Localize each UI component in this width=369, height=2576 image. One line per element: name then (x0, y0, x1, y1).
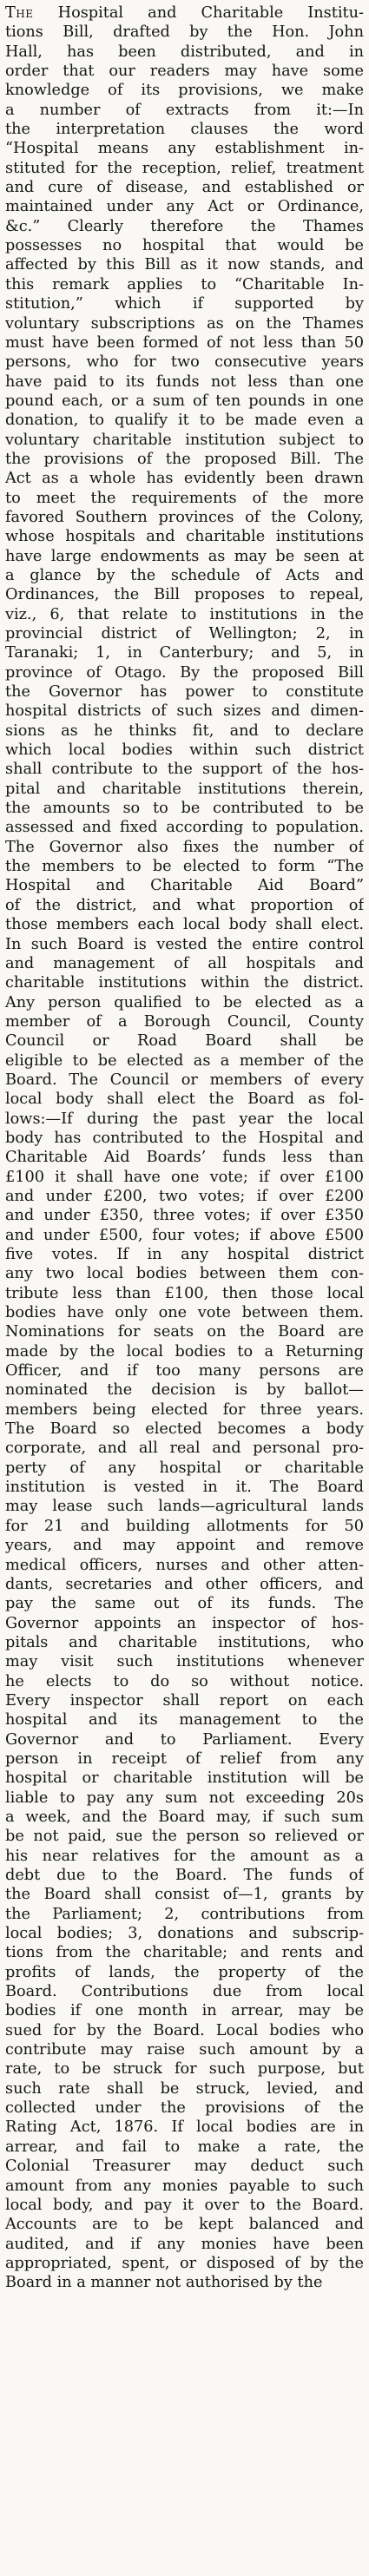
article-line (5, 1148, 364, 1167)
article-line (5, 450, 364, 469)
article-line (5, 2235, 364, 2254)
article-line (5, 605, 364, 624)
article-line (5, 876, 364, 895)
article-line-text: The Governor also fixes the number of (5, 838, 364, 856)
article-line-text: stituted for the reception, relief, treatment (5, 159, 364, 177)
article-line (5, 81, 364, 100)
article-line-text: medical officers, nurses and other atten- (5, 1556, 364, 1574)
article-line-text: contribute may raise such amount by a (5, 2041, 364, 2059)
article-line-text: £100 it shall have one vote; if over £100 (5, 1168, 364, 1186)
article-line (5, 1789, 364, 1808)
article-line (5, 392, 364, 411)
article-line (5, 1051, 364, 1071)
article-line-text: Council or Road Board shall be (5, 1032, 364, 1051)
article-line (5, 2254, 364, 2273)
article-line (5, 1439, 364, 1458)
article-line-text: Rating Act, 1876. If local bodies are in (5, 2118, 364, 2137)
article-line-text: such rate shall be struck, levied, and (5, 2079, 364, 2098)
article-line (5, 1808, 364, 1827)
article-line-text: debt due to the Board. The funds of (5, 1867, 364, 1884)
article-line (5, 973, 364, 992)
article-line (5, 1031, 364, 1051)
article-line (5, 2273, 364, 2292)
article-line (5, 120, 364, 139)
article-line (5, 489, 364, 508)
article-line-text: collected under the provisions of the (5, 2099, 364, 2118)
article-line (5, 838, 364, 857)
article-line-text: local body, and pay it over to the Board. (5, 2196, 364, 2214)
article-line (5, 547, 364, 566)
article-line-text: which local bodies within such district (5, 741, 364, 760)
article-line (5, 1226, 364, 1245)
article-line-text: hospital or charitable institution will be (5, 1769, 364, 1788)
article-line (5, 197, 364, 216)
article-line (5, 372, 364, 392)
article-line-text: and cure of disease, and established or (5, 179, 364, 197)
article-line (5, 1361, 364, 1380)
article-line-text: a week, and the Board may, if such sum (5, 1808, 364, 1826)
article-line-text: made by the local bodies to a Returning (5, 1342, 364, 1360)
article-line (5, 527, 364, 546)
article-line-text: pound each, or a sum of ten pounds in one (5, 392, 364, 410)
article-line (5, 1672, 364, 1691)
article-line-text: Ordinances, the Bill proposes to repeal, (5, 586, 364, 604)
article-line (5, 1905, 364, 1924)
article-line-text: voluntary charitable institution subject to (5, 431, 364, 449)
article-line-text: years, and may appoint and remove (5, 1537, 364, 1555)
article-line (5, 741, 364, 760)
article-line-text: In such Board is vested the entire control (5, 935, 364, 953)
article-line-text: the provisions of the proposed Bill. The (5, 450, 364, 468)
article-line (5, 1245, 364, 1264)
article-line-text: of the district, and what proportion of (5, 896, 364, 914)
article-line-text: stitution,” which if supported by (5, 295, 364, 313)
article-line-text: may visit such institutions whenever (5, 1653, 364, 1671)
article-line-text: the interpretation clauses the word (5, 121, 364, 139)
article-line (5, 1924, 364, 1943)
article-line-text: Accounts are to be kept balanced and (5, 2216, 364, 2234)
article-line (5, 1847, 364, 1866)
article-line-text: persons, who for two consecutive years (5, 353, 364, 372)
article-line (5, 585, 364, 604)
article-line-text: arrear, and fail to make a rate, the (5, 2138, 364, 2156)
article-line-text: affected by this Bill as it now stands, and (5, 256, 364, 274)
article-line-text: tions Bill, drafted by the Hon. John (5, 23, 364, 42)
article-line-text: Every inspector shall report on each (5, 1691, 364, 1710)
article-line (5, 62, 364, 81)
article-line (5, 294, 364, 313)
article-line (5, 624, 364, 643)
article-line-text: pital and charitable institutions therein, (5, 780, 364, 798)
article-line (5, 1342, 364, 1361)
article-line-text: a number of extracts from it:—In (5, 101, 364, 119)
article-line-text: knowledge of its provisions, we make (5, 82, 364, 100)
article-line (5, 2138, 364, 2157)
article-line (5, 333, 364, 352)
article-line-text: five votes. If in any hospital district (5, 1246, 364, 1263)
article-line-text: donation, to qualify it to be made even a (5, 412, 364, 430)
article-line (5, 314, 364, 333)
article-line (5, 1380, 364, 1400)
article-line (5, 818, 364, 837)
article-line-text: the Board shall consist of—1, grants by (5, 1886, 364, 1904)
article-line (5, 1885, 364, 1904)
article-line (5, 1071, 364, 1090)
article-line-text: assessed and fixed according to population. (5, 819, 364, 837)
article-line (5, 2215, 364, 2234)
article-line (5, 1963, 364, 1982)
article-line (5, 2021, 364, 2040)
article-line-text: tions from the charitable; and rents and (5, 1944, 364, 1962)
article-line-text: voluntary subscriptions as on the Thames (5, 314, 364, 333)
article-line (5, 896, 364, 915)
article-line-text: audited, and if any monies have been (5, 2235, 364, 2253)
article-line-text: appropriated, spent, or disposed of by the (5, 2254, 364, 2272)
article-line (5, 508, 364, 527)
article-line-text: any two local bodies between them con- (5, 1265, 364, 1283)
article-line-text: have large endowments as may be seen at (5, 547, 364, 565)
article-line-text: province of Otago. By the proposed Bill (5, 663, 364, 682)
article-line (5, 1749, 364, 1769)
article-line-text: and management of all hospitals and (5, 954, 364, 972)
article-line (5, 3, 364, 23)
article-line-text: must have been formed of not less than 50 (5, 333, 364, 352)
article-line (5, 1168, 364, 1187)
article-line (5, 2098, 364, 2118)
article-line (5, 682, 364, 702)
article-line (5, 1129, 364, 1148)
article-line (5, 1536, 364, 1555)
article-line-text: Governor and to Parliament. Every (5, 1730, 364, 1749)
article-line-text: and under £500, four votes; if above £500 (5, 1226, 364, 1244)
article-line-text: sued for by the Board. Local bodies who (5, 2021, 364, 2039)
article-line (5, 352, 364, 372)
article-line-text: Board in a manner not authorised by the (5, 2274, 323, 2292)
article-line-text: may lease such lands—agricultural lands (5, 1498, 364, 1516)
article-line (5, 469, 364, 488)
article-line (5, 1556, 364, 1575)
article-line (5, 275, 364, 294)
article-line (5, 1866, 364, 1885)
article-line (5, 1400, 364, 1420)
article-line-text: Taranaki; 1, in Canterbury; and 5, in (5, 644, 364, 662)
article-line-text: The Board so elected becomes a body (5, 1420, 364, 1439)
article-line (5, 139, 364, 158)
article-line (5, 1943, 364, 1962)
article-line (5, 43, 364, 62)
article-line-text: for 21 and building allotments for 50 (5, 1517, 364, 1535)
article-line-text: the amounts so to be contributed to be (5, 800, 364, 818)
article-line (5, 1652, 364, 1671)
article-line (5, 993, 364, 1012)
article-line (5, 1730, 364, 1749)
article-line-text: pitals and charitable institutions, who (5, 1633, 364, 1651)
article-line (5, 799, 364, 818)
article-line (5, 1012, 364, 1031)
article-line (5, 935, 364, 954)
article-line-text: members being elected for three years. (5, 1400, 364, 1419)
article-line (5, 2118, 364, 2137)
article-line-text: his near relatives for the amount as a (5, 1847, 364, 1865)
article-line-text: bodies have only one vote between them. (5, 1304, 364, 1322)
article-line (5, 2001, 364, 2020)
article-line-text: Officer, and if too many persons are (5, 1362, 364, 1380)
article-line-text: provincial district of Wellington; 2, in (5, 625, 364, 642)
article-line-text: have paid to its funds not less than one (5, 372, 364, 391)
article-line-text: order that our readers may have some (5, 63, 364, 81)
article-line (5, 780, 364, 799)
article-line (5, 255, 364, 274)
article-line-text: Board. The Council or members of every (5, 1071, 364, 1089)
article-line (5, 915, 364, 934)
article-line-text: whose hospitals and charitable institutions (5, 528, 364, 546)
article-line-text: liable to pay any sum not exceeding 20s (5, 1789, 364, 1807)
article-line (5, 1614, 364, 1633)
article-line (5, 431, 364, 450)
article-line-text: Hospital and Charitable Aid Board” (5, 877, 364, 895)
article-line (5, 1827, 364, 1846)
article-line (5, 721, 364, 741)
article-line-text: favored Southern provinces of the Colony, (5, 508, 364, 526)
article-line (5, 217, 364, 236)
article-line-text: he elects to do so without notice. (5, 1672, 364, 1690)
article-line-text: Any person qualified to be elected as a (5, 993, 364, 1011)
article-line (5, 643, 364, 662)
article-line-text: possesses no hospital that would be (5, 237, 364, 255)
article-line-text: nominated the decision is by ballot— (5, 1381, 364, 1400)
article-line (5, 1459, 364, 1478)
article-line (5, 2196, 364, 2215)
article-line-text: institution is vested in it. The Board (5, 1479, 364, 1497)
article-line (5, 1594, 364, 1613)
article-line (5, 236, 364, 255)
article-line (5, 663, 364, 682)
article-line-text: bodies if one month in arrear, may be (5, 2002, 364, 2020)
article-line (5, 1497, 364, 1516)
article-body (5, 3, 364, 2293)
article-line-text: a glance by the schedule of Acts and (5, 566, 364, 584)
article-line (5, 2177, 364, 2196)
article-line (5, 1982, 364, 2001)
article-line (5, 566, 364, 585)
article-line (5, 2040, 364, 2059)
article-line-text: eligible to be elected as a member of the (5, 1051, 364, 1070)
article-line-text: shall contribute to the support of the hos- (5, 761, 364, 779)
article-line-text: perty of any hospital or charitable (5, 1459, 364, 1477)
article-line-text: Act as a whole has evidently been drawn (5, 470, 364, 488)
article-line-text: local body shall elect the Board as fol- (5, 1090, 364, 1109)
article-line (5, 1769, 364, 1788)
article-line-text: profits of lands, the property of the (5, 1963, 364, 1981)
article-line-text: rate, to be struck for such purpose, but (5, 2060, 364, 2079)
article-line-text: &c.” Clearly therefore the Thames (5, 217, 364, 235)
article-line-text: body has contributed to the Hospital and (5, 1129, 364, 1147)
article-line (5, 1206, 364, 1225)
article-line-text: dants, secretaries and other officers, and (5, 1575, 364, 1593)
article-line (5, 23, 364, 42)
article-line-text: and under £350, three votes; if over £350 (5, 1207, 364, 1225)
article-line (5, 1420, 364, 1439)
article-line-text: hospital and its management to the (5, 1711, 364, 1729)
article-line-text: member of a Borough Council, County (5, 1012, 364, 1031)
article-line (5, 159, 364, 178)
article-line (5, 1264, 364, 1283)
article-line-text: amount from any monies payable to such (5, 2177, 364, 2195)
article-line-text: Nominations for seats on the Board are (5, 1323, 364, 1341)
article-line-text: the Governor has power to constitute (5, 683, 364, 702)
article-line-text: Hospital and Charitable Institu- (57, 4, 364, 22)
article-line-text: lows:—If during the past year the local (5, 1110, 364, 1128)
article-line (5, 1517, 364, 1536)
article-line (5, 1575, 364, 1594)
article-line-text: person in receipt of relief from any (5, 1749, 364, 1768)
article-line (5, 1187, 364, 1206)
article-line-text: Hall, has been distributed, and in (5, 43, 364, 61)
article-line-text: maintained under any Act or Ordinance, (5, 198, 364, 216)
article-line-text: Colonial Treasurer may deduct such (5, 2158, 364, 2176)
article-line (5, 1110, 364, 1129)
article-line-text: to meet the requirements of the more (5, 489, 364, 507)
article-line (5, 1303, 364, 1322)
article-line (5, 1691, 364, 1710)
article-line-text: Charitable Aid Boards’ funds less than (5, 1149, 364, 1167)
article-line (5, 1322, 364, 1341)
article-line-text: this remark applies to “Charitable In- (5, 275, 364, 293)
article-line-text: Governor appoints an inspector of hos- (5, 1614, 364, 1632)
article-line-text: sions as he thinks fit, and to declare (5, 721, 364, 740)
article-line-text: hospital districts of such sizes and dimen- (5, 702, 364, 721)
article-line-text: the members to be elected to form “The (5, 858, 364, 876)
article-line-text: tribute less than £100, then those local (5, 1284, 364, 1302)
article-line-text: corporate, and all real and personal pro- (5, 1440, 364, 1458)
article-line (5, 1090, 364, 1109)
article-line-text: “Hospital means any establishment in- (5, 140, 364, 158)
article-line (5, 1633, 364, 1652)
article-line-text: those members each local body shall elect. (5, 916, 364, 934)
article-line (5, 411, 364, 430)
article-line (5, 1710, 364, 1729)
article-line (5, 1478, 364, 1497)
article-line (5, 954, 364, 973)
article-line (5, 857, 364, 876)
article-line (5, 2157, 364, 2176)
article-line (5, 178, 364, 197)
article-line-text: local bodies; 3, donations and subscrip- (5, 1925, 364, 1943)
article-line (5, 2079, 364, 2098)
article-line-text: and under £200, two votes; if over £200 (5, 1187, 364, 1205)
article-line-text: viz., 6, that relate to institutions in the (5, 605, 364, 623)
article-line (5, 101, 364, 120)
article-line-text: be not paid, sue the person so relieved or (5, 1828, 364, 1846)
article-line-text: the Parliament; 2, contributions from (5, 1905, 364, 1923)
article-lead-word: The (5, 4, 34, 22)
article-line (5, 760, 364, 779)
article-line (5, 1284, 364, 1303)
article-line-text: pay the same out of its funds. The (5, 1595, 364, 1613)
article-line (5, 702, 364, 721)
article-line (5, 2059, 364, 2079)
article-line-text: Board. Contributions due from local (5, 1983, 364, 2001)
article-line-text: charitable institutions within the district. (5, 974, 364, 992)
